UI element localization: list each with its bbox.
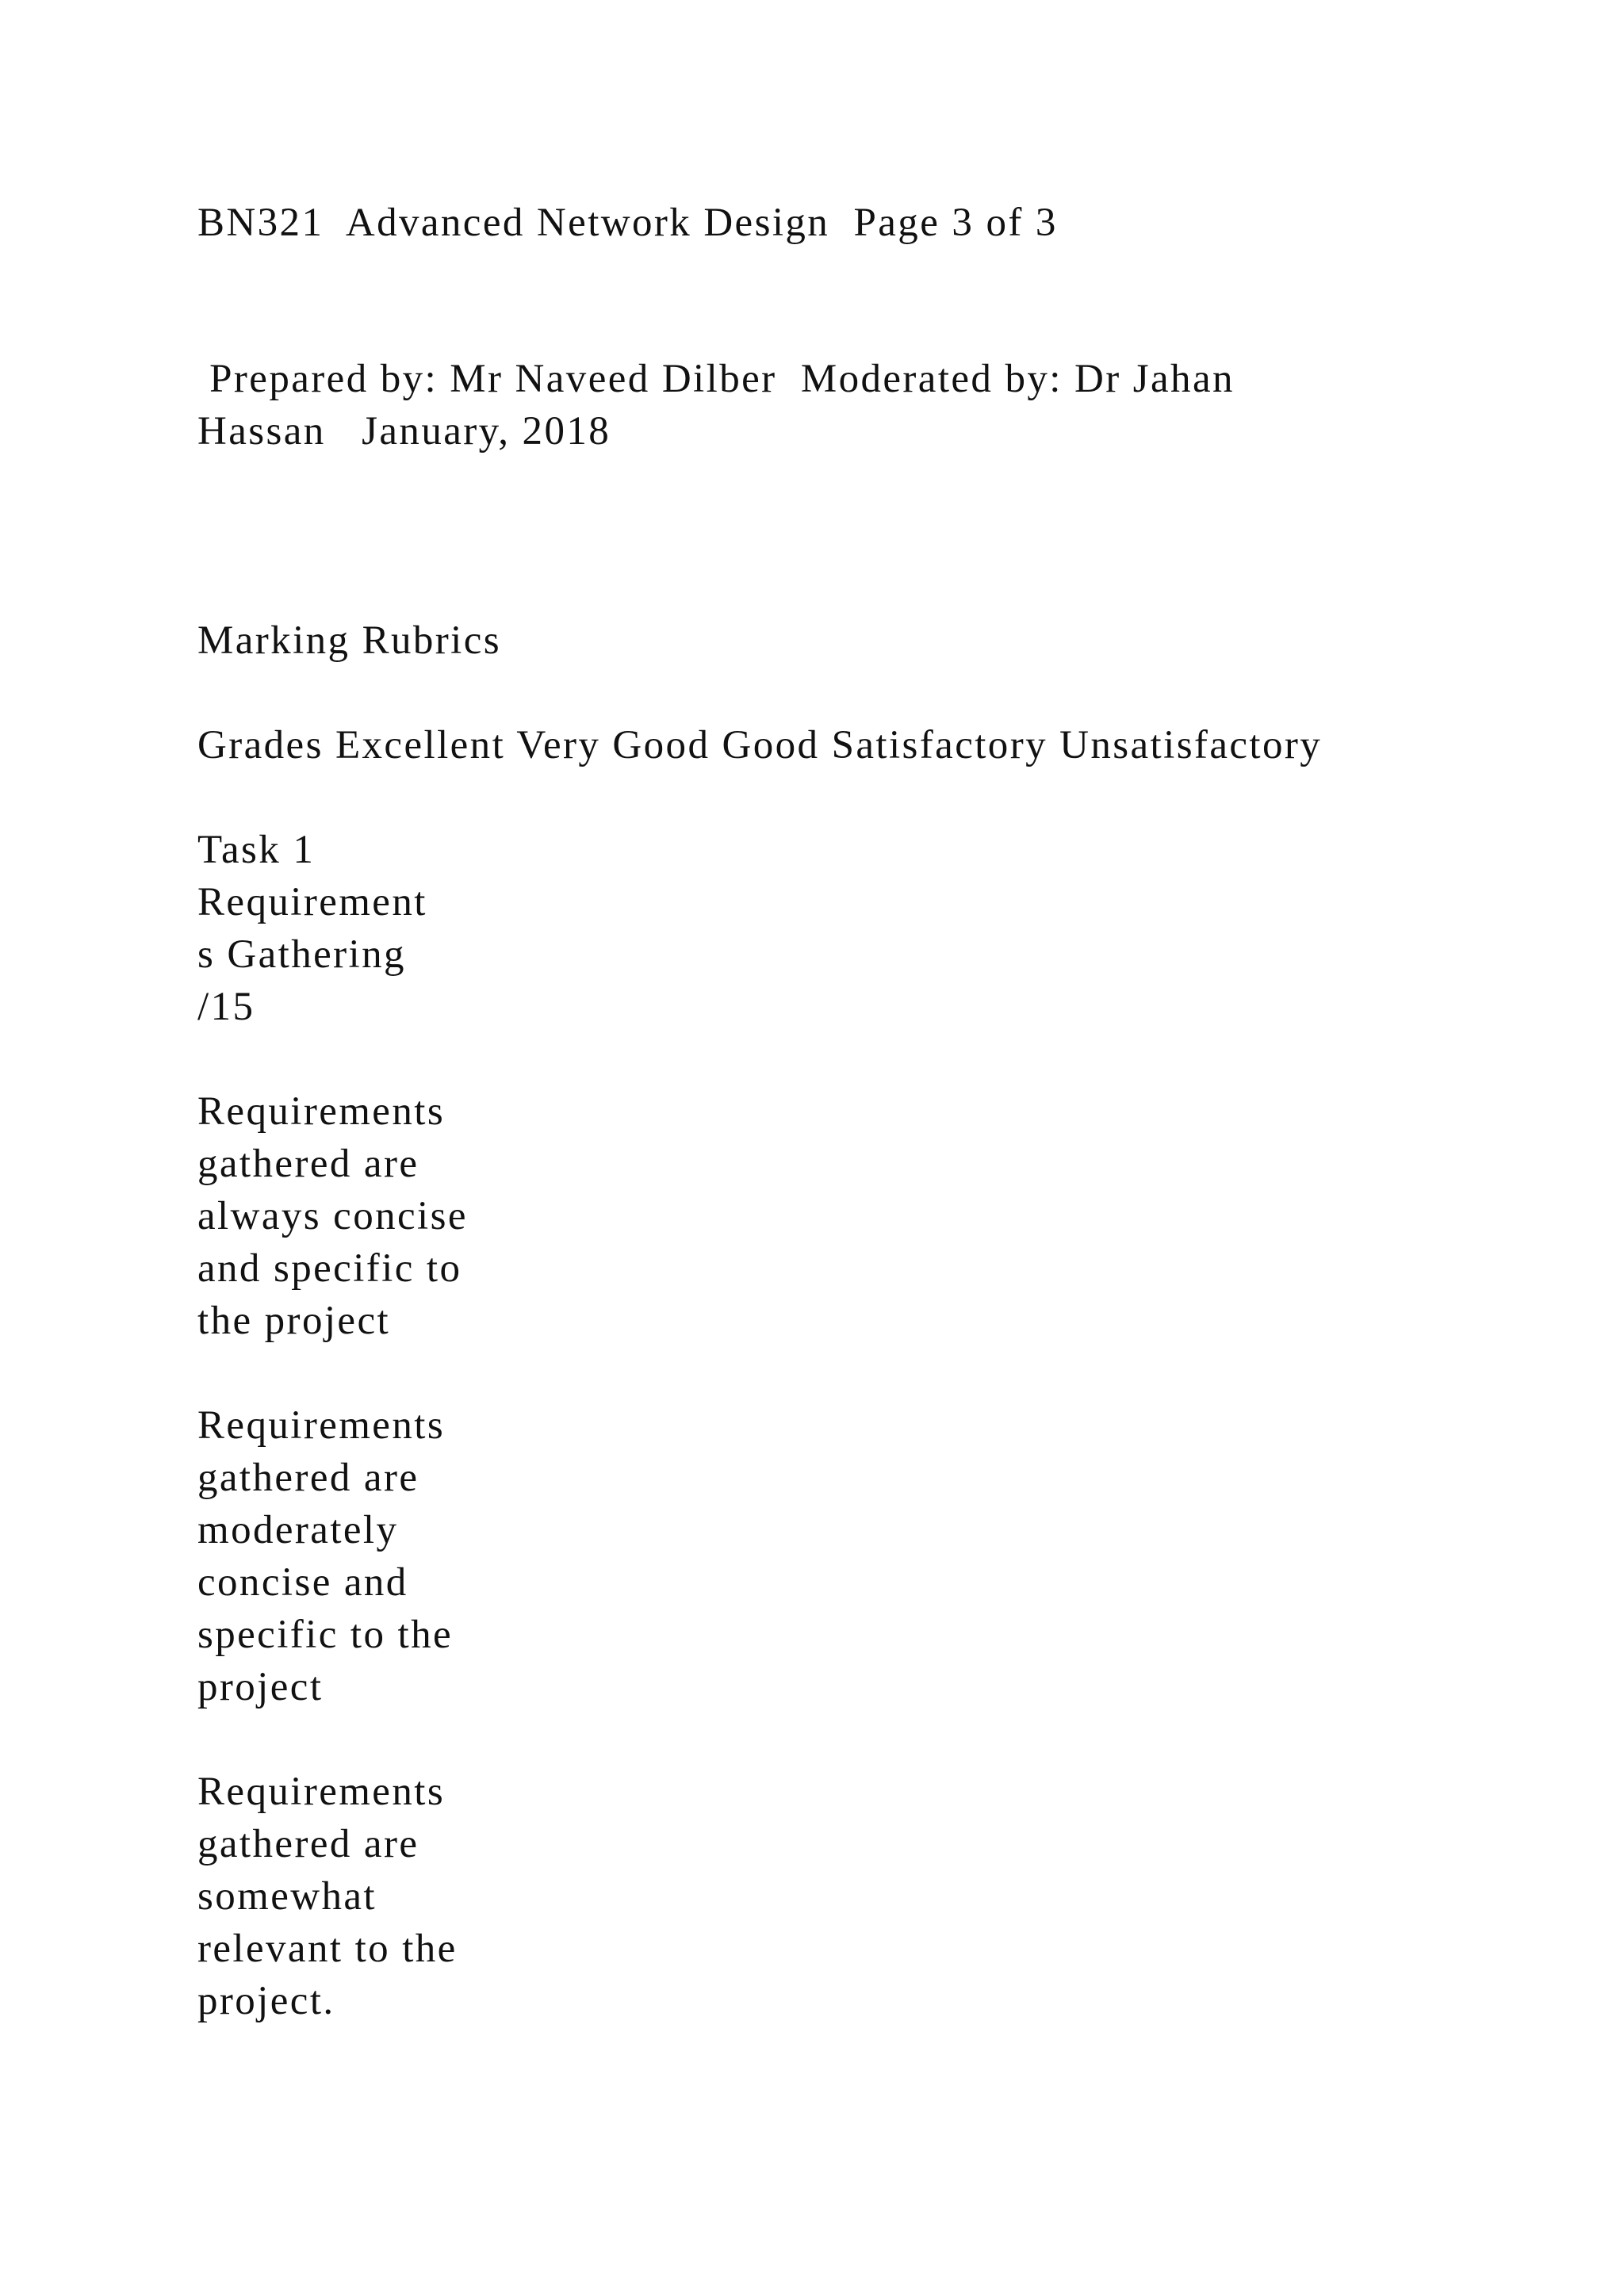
very-good-criteria (197, 1399, 453, 1713)
very-good-criteria-line: project (197, 1665, 324, 1709)
moderated-date-line: Hassan January, 2018 (197, 409, 611, 453)
excellent-criteria-line: the project (197, 1299, 391, 1343)
very-good-criteria-line: concise and (197, 1560, 408, 1605)
good-criteria-line: relevant to the (197, 1927, 458, 1971)
task-1-label-line: Requirement (197, 880, 427, 924)
good-criteria-line: gathered are (197, 1822, 419, 1866)
excellent-criteria-line: and specific to (197, 1246, 462, 1291)
excellent-criteria (197, 1085, 468, 1347)
good-criteria (197, 1766, 458, 2027)
good-criteria-line: project. (197, 1979, 335, 2023)
task-1-label-line: /15 (197, 985, 255, 1029)
very-good-criteria-line: Requirements (197, 1403, 446, 1448)
task-1-label-line: Task 1 (197, 828, 316, 872)
running-head: BN321 Advanced Network Design Page 3 of 3 (197, 201, 1058, 245)
section-title: Marking Rubrics (197, 618, 502, 663)
good-criteria-line: Requirements (197, 1770, 446, 1814)
good-criteria-line: somewhat (197, 1874, 377, 1919)
very-good-criteria-line: gathered are (197, 1456, 419, 1500)
excellent-criteria-line: Requirements (197, 1089, 446, 1134)
very-good-criteria-line: moderately (197, 1508, 399, 1552)
prepared-by-line: Prepared by: Mr Naveed Dilber Moderated by: Dr Jahan (197, 357, 1235, 401)
very-good-criteria-line: specific to the (197, 1613, 454, 1657)
excellent-criteria-line: gathered are (197, 1142, 419, 1186)
excellent-criteria-line: always concise (197, 1194, 468, 1238)
grades-header-row: Grades Excellent Very Good Good Satisfactory Unsatisfactory (197, 723, 1323, 767)
task-1-label (197, 824, 427, 1033)
task-1-label-line: s Gathering (197, 932, 406, 977)
